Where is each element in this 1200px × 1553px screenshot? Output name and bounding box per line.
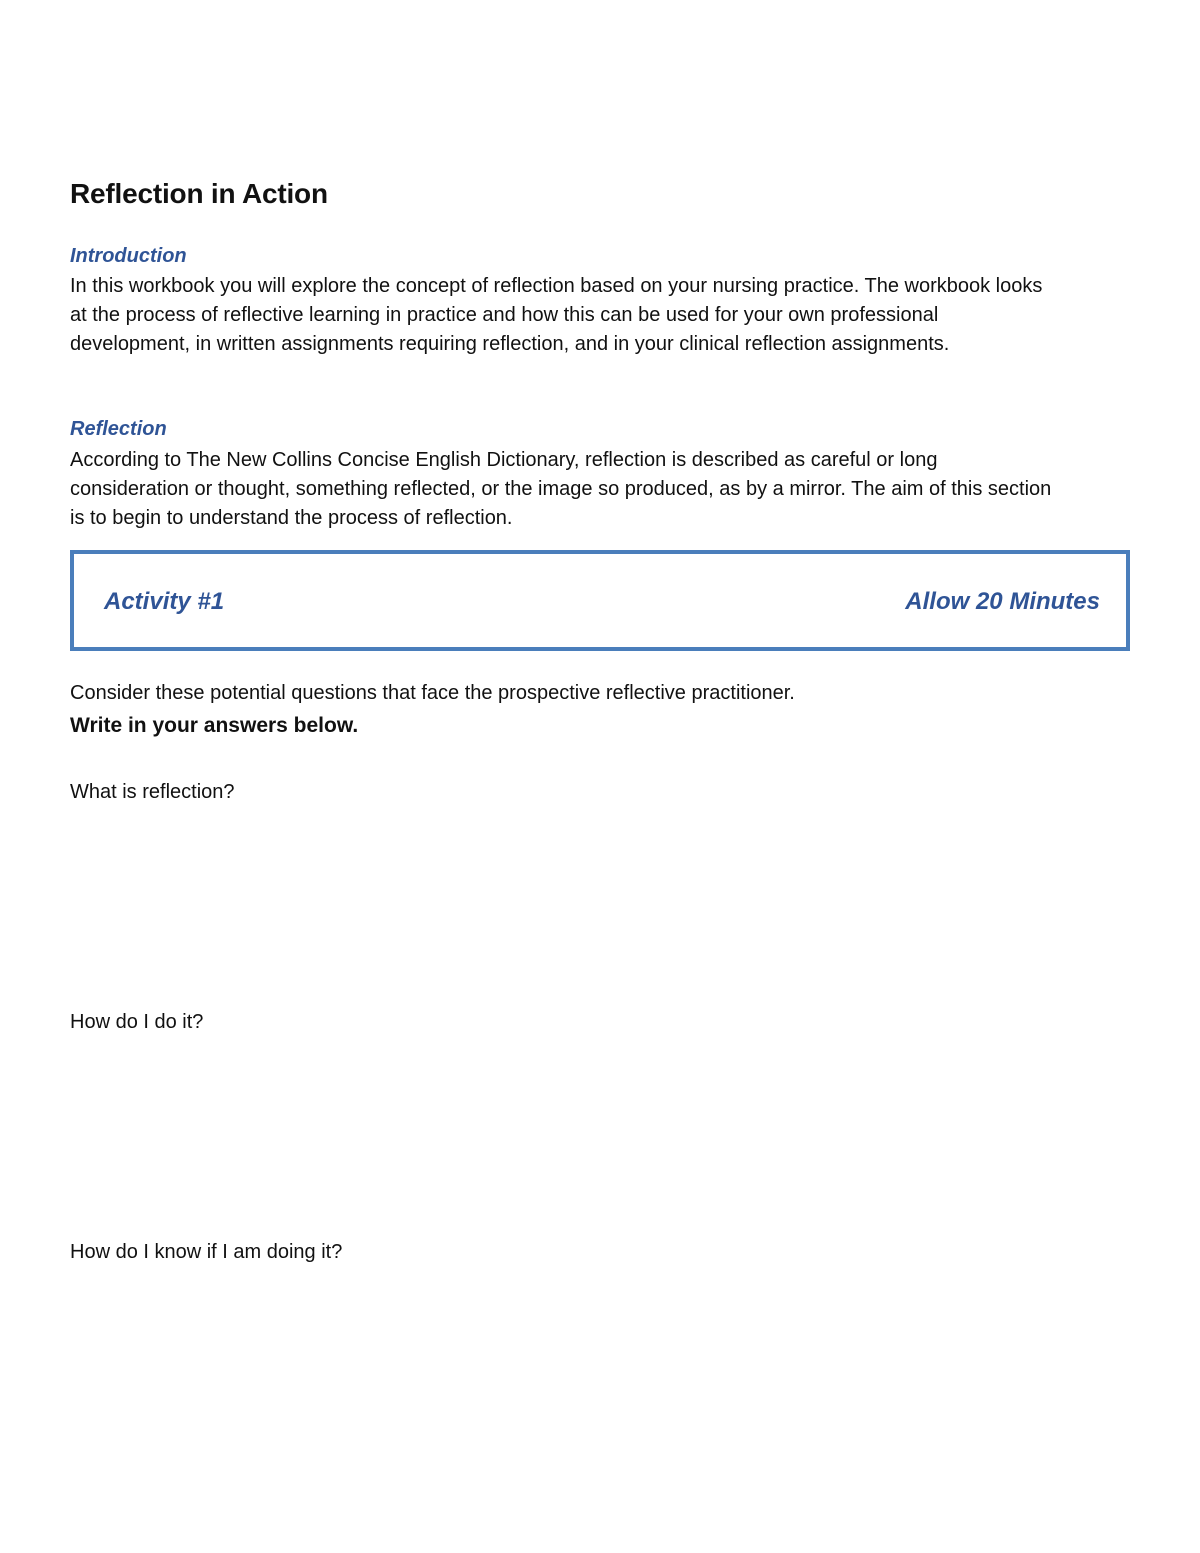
instructions-text: Consider these potential questions that face the prospective reflective practitioner. [70, 682, 795, 704]
activity-box [70, 550, 1130, 651]
question-how-do-i-know: How do I know if I am doing it? [70, 1241, 343, 1263]
question-what-is-reflection: What is reflection? [70, 781, 235, 803]
document-title: Reflection in Action [70, 178, 328, 209]
answer-area-how-do-i-do-it[interactable] [70, 1045, 1122, 1225]
activity-time-allowance: Allow 20 Minutes [905, 588, 1100, 615]
question-how-do-i-do-it: How do I do it? [70, 1011, 204, 1033]
introduction-paragraph: In this workbook you will explore the concept of reflection based on your nursing practice. The workbook looks at the process of reflective learning in practice and how this can be used for your own professional development, in written assignments requiring reflection, and in your clinical reflection assignments. [70, 275, 1043, 355]
answer-area-what-is-reflection[interactable] [70, 815, 1122, 995]
activity-label: Activity #1 [104, 588, 225, 615]
reflection-paragraph: According to The New Collins Concise English Dictionary, reflection is described as careful or long consideration or thought, something reflected, or the image so produced, as by a mirror. The aim of this section is to begin to understand the process of reflection. [70, 449, 1052, 529]
reflection-heading: Reflection [70, 418, 167, 440]
introduction-heading: Introduction [70, 245, 187, 267]
write-instructions: Write in your answers below. [70, 714, 359, 737]
answer-area-how-do-i-know[interactable] [70, 1275, 1122, 1455]
